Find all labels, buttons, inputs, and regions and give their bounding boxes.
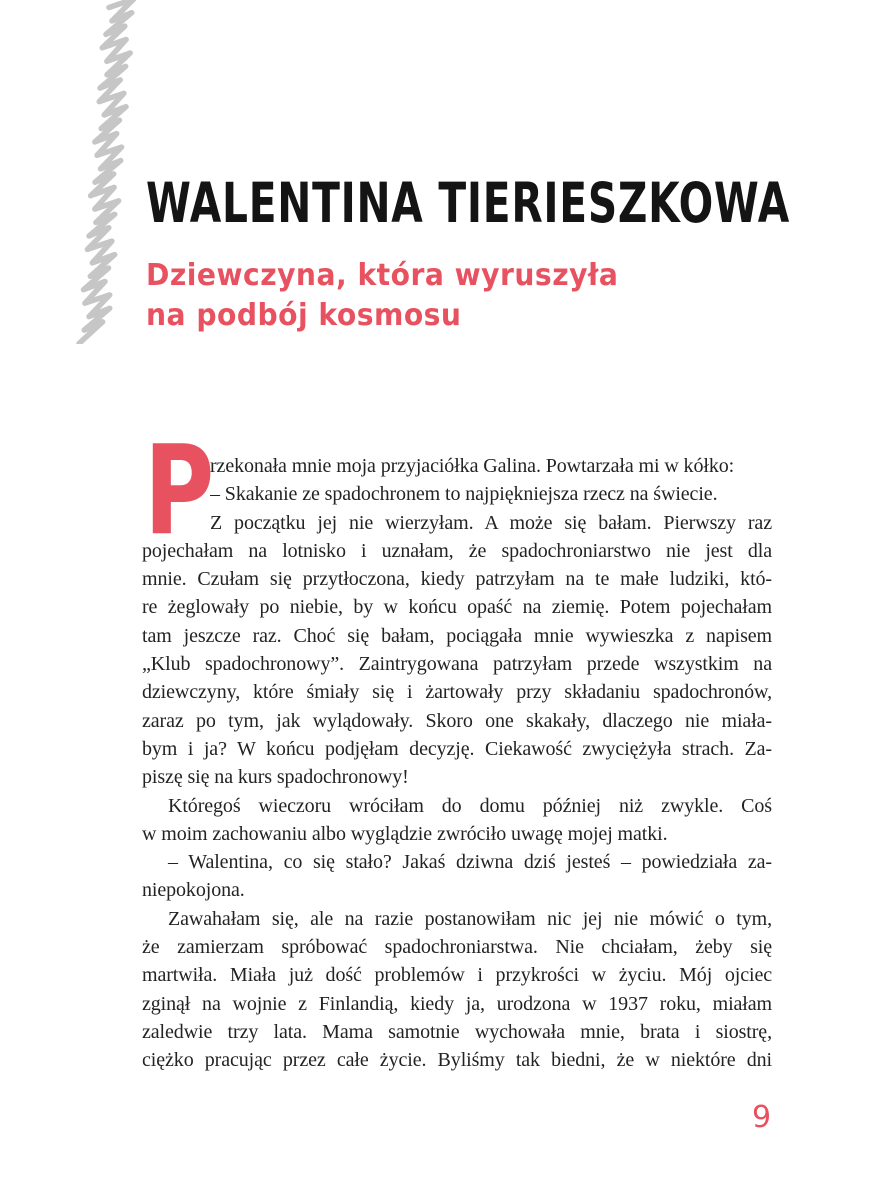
text-line: że zamierzam spróbować spadochroniarstwa. Nie chciałam, żeby się (142, 936, 772, 959)
page-number: 9 (752, 1100, 772, 1135)
text-line: w moim zachowaniu albo wyglądzie zwróciło uwagę mojej matki. (142, 822, 668, 845)
text-line: zaledwie trzy lata. Mama samotnie wychowała mnie, brata i siostrę, (142, 1020, 772, 1043)
scribble-decoration-icon (76, 0, 140, 344)
drop-cap-letter: P (144, 420, 215, 563)
text-line: bym i ja? W końcu podjęłam decyzję. Ciekawość zwyciężyła strach. Za- (142, 737, 772, 760)
text-line: niepokojona. (142, 879, 245, 902)
text-line: zginął na wojnie z Finlandią, kiedy ja, urodzona w 1937 roku, miałam (142, 992, 772, 1015)
page-subtitle (146, 256, 618, 336)
text-line: tam jeszcze raz. Choć się bałam, pociągała mnie wywieszka z napisem (142, 624, 772, 647)
text-line: ciężko pracując przez całe życie. Byliśmy tak biedni, że w niektóre dni (142, 1049, 772, 1072)
text-line: Któregoś wieczoru wróciłam do domu później niż zwykle. Coś (168, 794, 772, 817)
text-line: Zawahałam się, ale na razie postanowiłam nic jej nie mówić o tym, (168, 907, 772, 930)
page-subtitle-line1: Dziewczyna, która wyruszyła (146, 258, 619, 293)
text-line: piszę się na kurs spadochronowy! (142, 766, 409, 789)
text-line: Z początku jej nie wierzyłam. A może się bałam. Pierwszy raz (210, 511, 772, 534)
page-title: WALENTINA TIERIESZKOWA (146, 171, 790, 235)
text-line: martwiła. Miała już dość problemów i przykrości w życiu. Mój ojciec (142, 964, 772, 987)
page-subtitle-line2: na podbój kosmosu (146, 298, 462, 333)
text-line: dziewczyny, które śmiały się i żartowały przy składaniu spadochronów, (142, 681, 772, 704)
text-line: „Klub spadochronowy”. Zaintrygowana patrzyłam przede wszystkim na (142, 653, 772, 676)
text-line: zaraz po tym, jak wylądowały. Skoro one skakały, dlaczego nie miała- (142, 709, 772, 732)
body-text-block (142, 452, 772, 1075)
text-line: – Walentina, co się stało? Jakaś dziwna dziś jesteś – powiedziała za- (168, 851, 772, 874)
text-line: re żeglowały po niebie, by w końcu opaść na ziemię. Potem pojechałam (142, 596, 772, 619)
text-line: mnie. Czułam się przytłoczona, kiedy patrzyłam na te małe ludziki, któ- (142, 568, 772, 591)
text-line: – Skakanie ze spadochronem to najpiękniejsza rzecz na świecie. (210, 483, 718, 506)
text-line: pojechałam na lotnisko i uznałam, że spadochroniarstwo nie jest dla (142, 539, 772, 562)
text-line: rzekonała mnie moja przyjaciółka Galina. Powtarzała mi w kółko: (210, 455, 735, 477)
